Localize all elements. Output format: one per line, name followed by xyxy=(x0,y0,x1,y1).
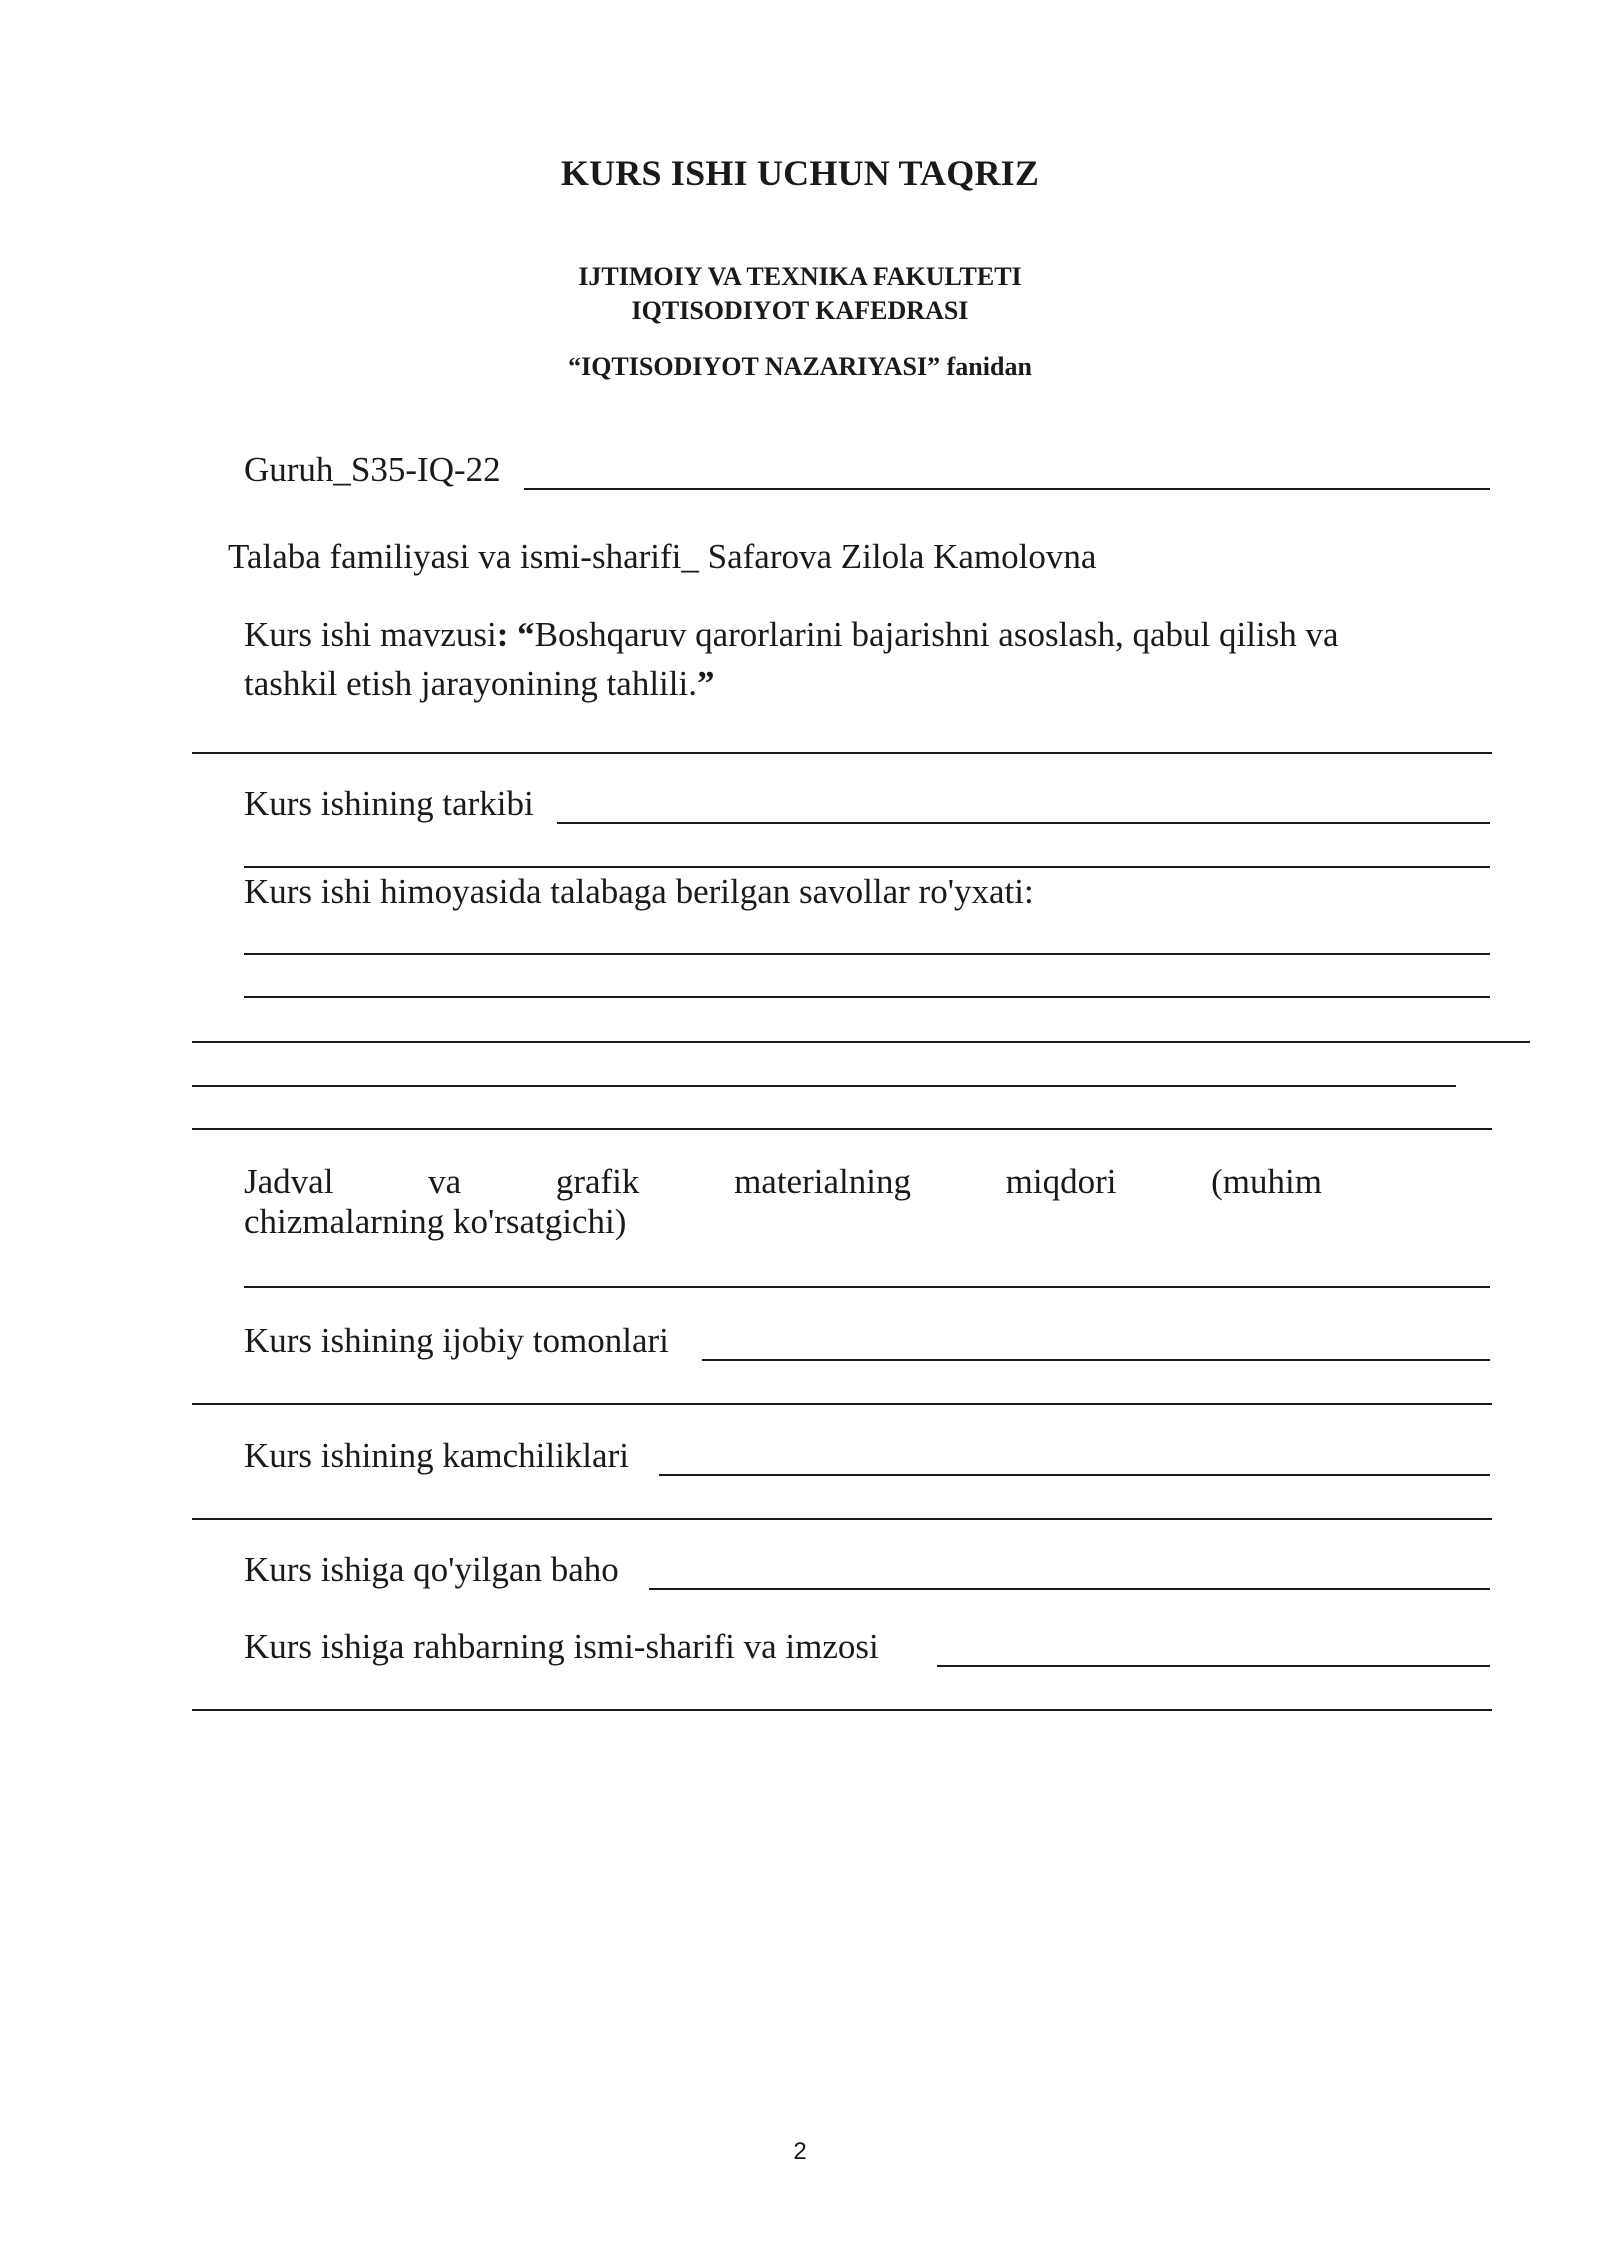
supervisor-label: Kurs ishiga rahbarning ismi-sharifi va imzosi xyxy=(244,1627,879,1666)
supervisor-fill-line-2 xyxy=(192,1709,1492,1711)
topic-label: Kurs ishi mavzusi xyxy=(244,615,497,654)
page-title: KURS ISHI UCHUN TAQRIZ xyxy=(560,153,1040,193)
materials-word: grafik xyxy=(555,1162,640,1201)
topic-text-line1: Boshqaruv qarorlarini bajarishni asoslash, qabul qilish va xyxy=(534,615,1339,654)
supervisor-fill-line-1 xyxy=(937,1665,1490,1667)
shortcomings-fill-line-2 xyxy=(192,1518,1492,1520)
faculty-name: IJTIMOIY VA TEXNIKA FAKULTETI xyxy=(578,262,1022,291)
topic-text-line2: tashkil etish jarayonining tahlili. xyxy=(244,664,697,703)
materials-line-1 xyxy=(244,1162,1322,1202)
student-label: Talaba familiyasi va ismi-sharifi_ xyxy=(228,537,708,576)
materials-line-2: chizmalarning ko'rsatgichi) xyxy=(244,1202,627,1241)
grade-fill-line xyxy=(649,1588,1490,1590)
structure-fill-line-1 xyxy=(557,822,1490,824)
group-fill-line xyxy=(524,488,1490,490)
student-name: Safarova Zilola Kamolovna xyxy=(707,537,1097,576)
topic-quote-close: ” xyxy=(696,664,715,703)
shortcomings-label: Kurs ishining kamchiliklari xyxy=(244,1436,629,1475)
materials-word: Jadval xyxy=(244,1162,334,1201)
materials-label xyxy=(244,1162,1322,1242)
shortcomings-fill-line-1 xyxy=(659,1474,1490,1476)
materials-word: va xyxy=(428,1162,462,1201)
topic-row-2 xyxy=(244,664,714,704)
page-number: 2 xyxy=(793,2138,807,2165)
department-name: IQTISODIYOT KAFEDRASI xyxy=(631,296,969,325)
positives-fill-line-1 xyxy=(702,1359,1490,1361)
topic-row-1 xyxy=(244,615,1339,655)
questions-fill-line-5 xyxy=(192,1128,1492,1130)
grade-label: Kurs ishiga qo'yilgan baho xyxy=(244,1550,619,1589)
questions-label: Kurs ishi himoyasida talabaga berilgan savollar ro'yxati: xyxy=(244,872,1034,911)
positives-label: Kurs ishining ijobiy tomonlari xyxy=(244,1321,669,1360)
structure-fill-line-2 xyxy=(244,866,1490,868)
group-label: Guruh_S35-IQ-22 xyxy=(244,450,501,489)
questions-fill-line-3 xyxy=(192,1041,1530,1043)
materials-word: miqdori xyxy=(1005,1162,1117,1201)
materials-fill-line xyxy=(244,1286,1490,1288)
positives-fill-line-2 xyxy=(192,1403,1492,1405)
materials-word: materialning xyxy=(734,1162,911,1201)
topic-quote-open: “ xyxy=(517,615,535,654)
materials-word: (muhim xyxy=(1211,1162,1322,1201)
topic-colon: : xyxy=(496,615,509,654)
structure-label: Kurs ishining tarkibi xyxy=(244,784,534,823)
subject-name: “IQTISODIYOT NAZARIYASI” fanidan xyxy=(568,352,1032,381)
questions-fill-line-2 xyxy=(244,996,1490,998)
questions-fill-line-1 xyxy=(244,953,1490,955)
topic-fill-line xyxy=(192,752,1492,754)
questions-fill-line-4 xyxy=(192,1085,1456,1087)
student-row xyxy=(228,537,1096,577)
